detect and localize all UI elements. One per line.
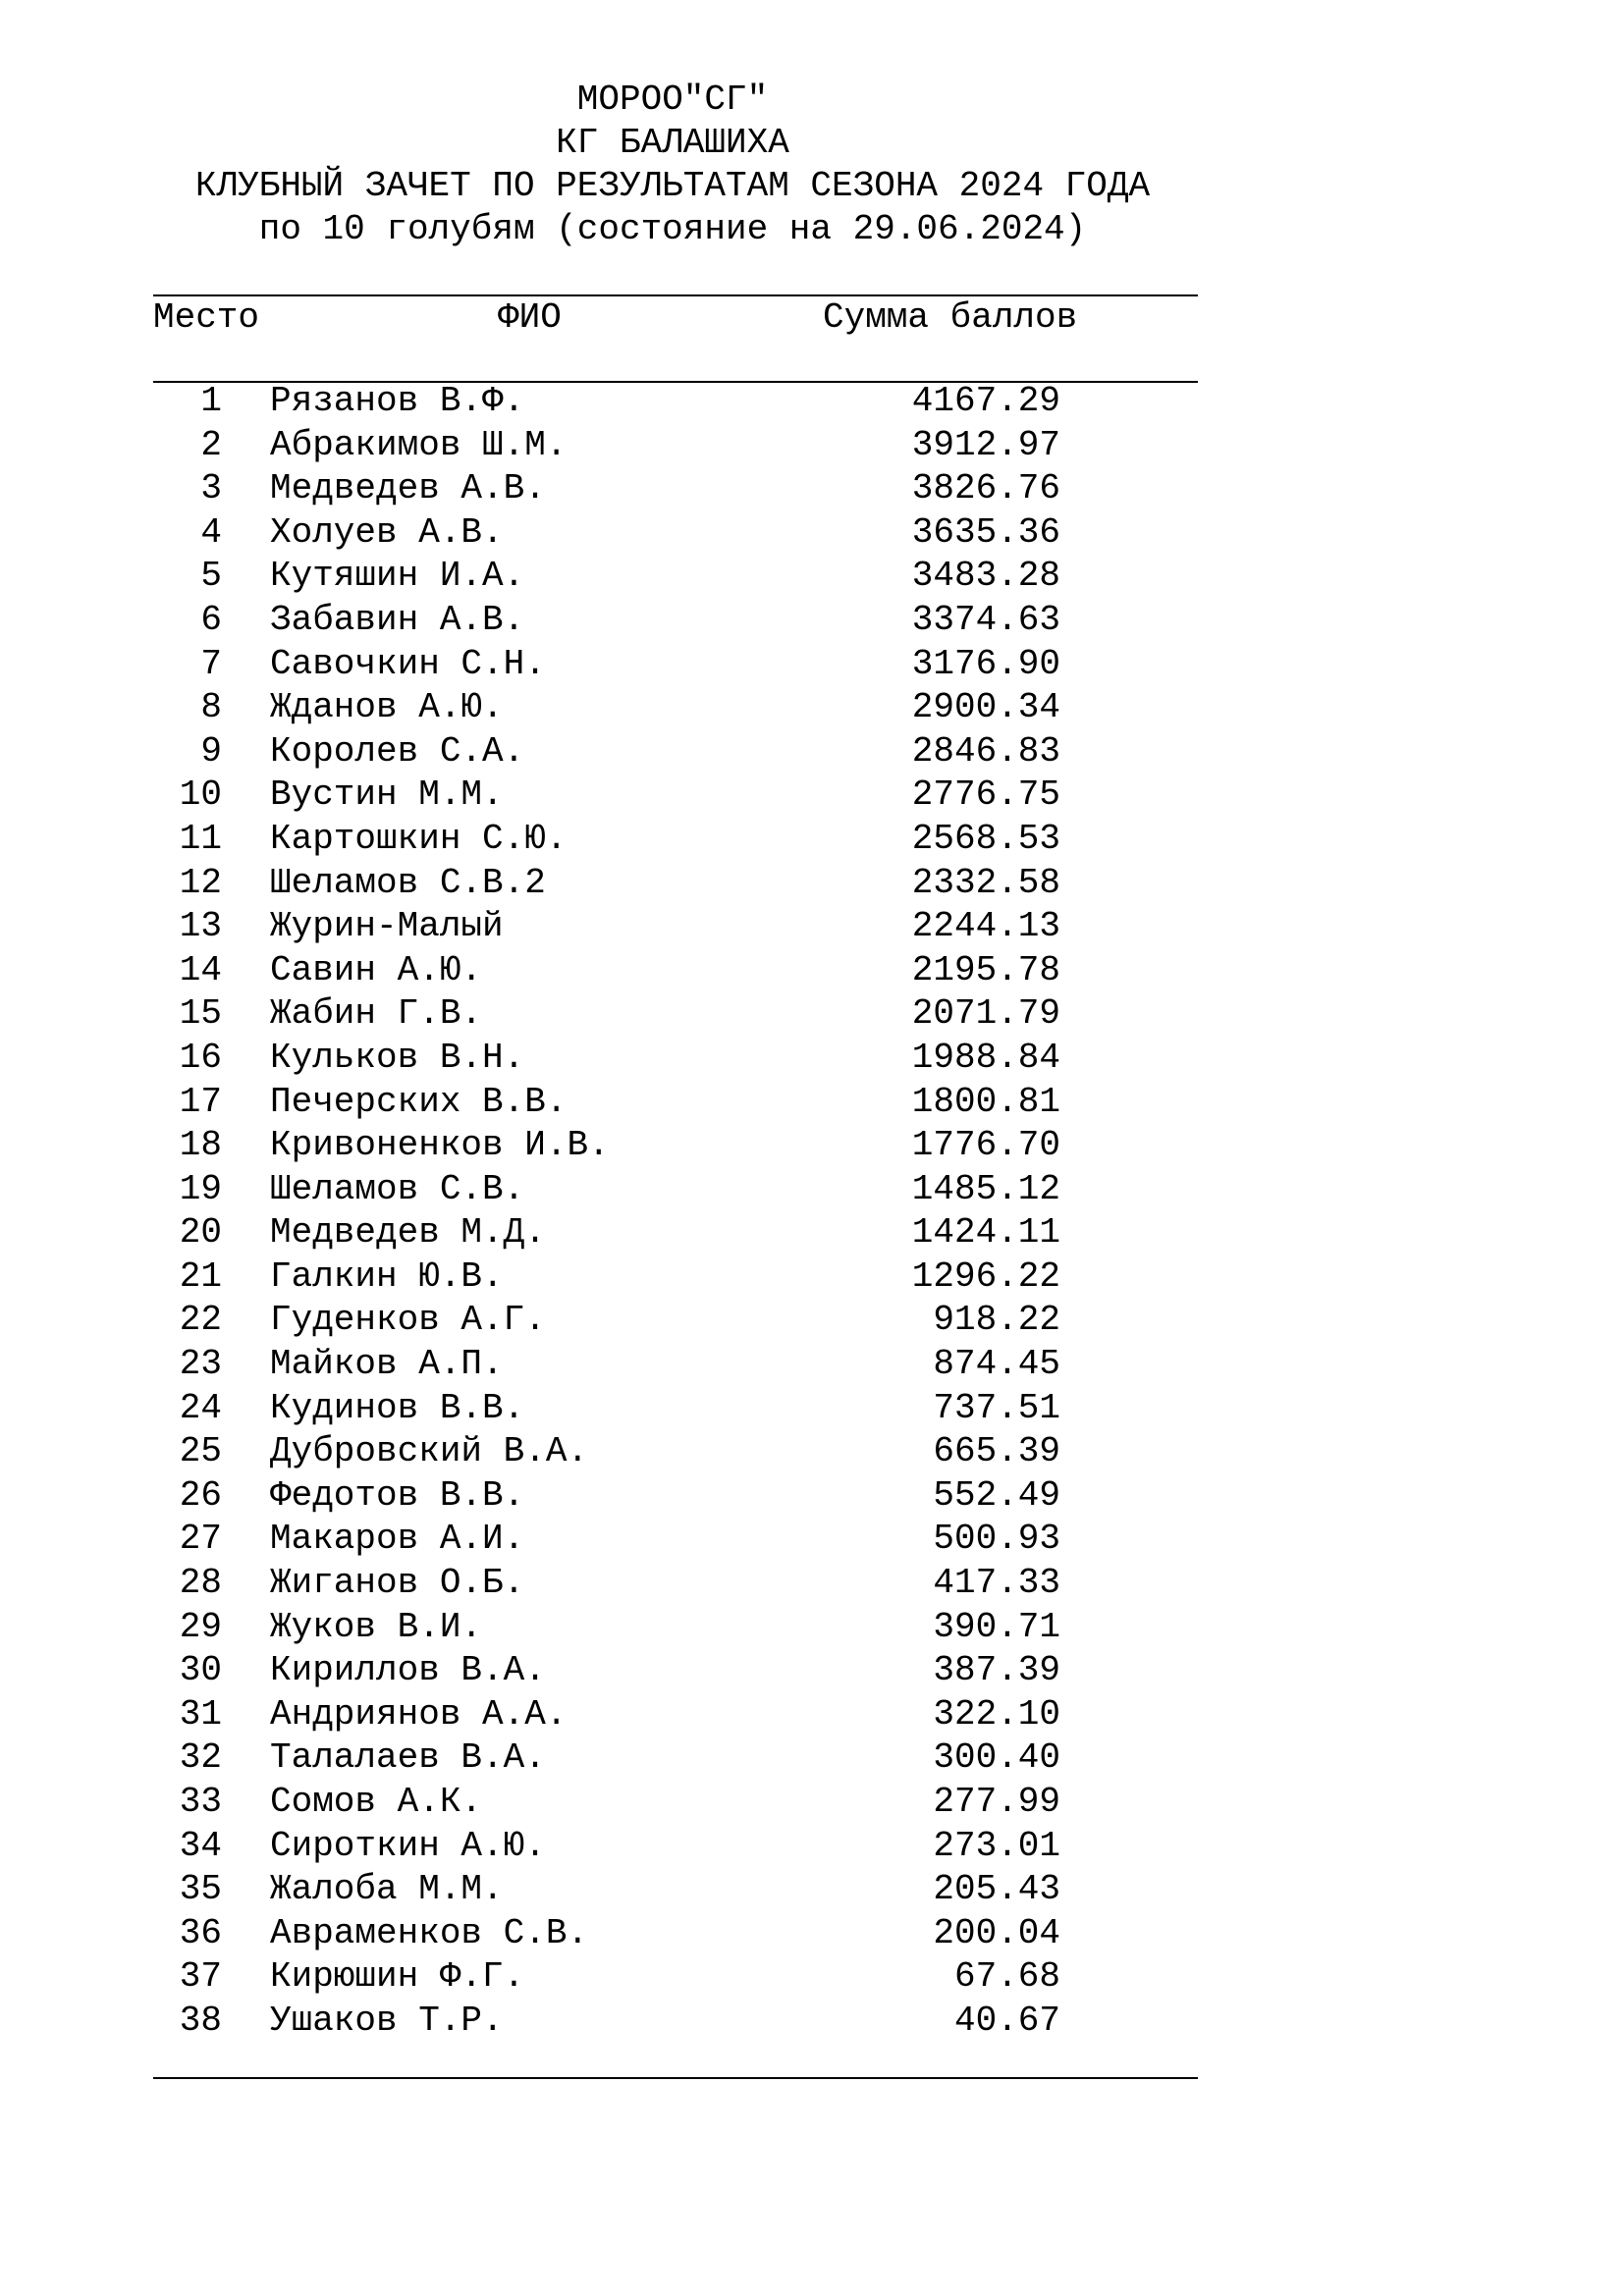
row-name: Кривоненков И.В. bbox=[270, 1125, 610, 1166]
table-row bbox=[0, 686, 1624, 730]
report-subtitle: по 10 голубям (состояние на 29.06.2024) bbox=[258, 209, 1087, 249]
row-place: 32 bbox=[179, 1737, 222, 1779]
row-score: 874.45 bbox=[933, 1344, 1060, 1385]
row-place: 24 bbox=[179, 1387, 222, 1428]
bottom-rule bbox=[153, 2077, 1198, 2079]
row-name: Кульков В.Н. bbox=[270, 1037, 525, 1078]
row-name: Кириллов В.А. bbox=[270, 1650, 546, 1691]
table-row bbox=[0, 1781, 1624, 1825]
row-name: Медведев А.В. bbox=[270, 468, 546, 509]
table-row bbox=[0, 1124, 1624, 1168]
row-name: Картошкин С.Ю. bbox=[270, 818, 568, 859]
row-place: 35 bbox=[179, 1869, 222, 1910]
row-name: Королев С.А. bbox=[270, 730, 525, 772]
row-score: 3374.63 bbox=[911, 599, 1060, 640]
report-title: КЛУБНЫЙ ЗАЧЕТ ПО РЕЗУЛЬТАТАМ СЕЗОНА 2024 ГОДА bbox=[194, 166, 1151, 206]
row-name: Печерских В.В. bbox=[270, 1081, 568, 1122]
row-name: Галкин Ю.В. bbox=[270, 1255, 504, 1297]
row-score: 417.33 bbox=[933, 1563, 1060, 1604]
table-row bbox=[0, 1474, 1624, 1519]
table-row bbox=[0, 2000, 1624, 2044]
row-place: 13 bbox=[179, 906, 222, 947]
row-score: 390.71 bbox=[933, 1606, 1060, 1647]
row-name: Жданов А.Ю. bbox=[270, 687, 504, 728]
table-row bbox=[0, 730, 1624, 774]
row-score: 273.01 bbox=[933, 1825, 1060, 1866]
table-row bbox=[0, 511, 1624, 556]
row-name: Вустин М.М. bbox=[270, 774, 504, 816]
row-score: 3826.76 bbox=[911, 468, 1060, 509]
row-name: Кутяшин И.А. bbox=[270, 556, 525, 597]
row-score: 918.22 bbox=[933, 1300, 1060, 1341]
table-row bbox=[0, 818, 1624, 862]
table-row bbox=[0, 1868, 1624, 1912]
table-row bbox=[0, 1081, 1624, 1125]
row-score: 3483.28 bbox=[911, 556, 1060, 597]
row-name: Жалоба М.М. bbox=[270, 1869, 504, 1910]
row-name: Рязанов В.Ф. bbox=[270, 381, 525, 421]
table-row bbox=[0, 555, 1624, 599]
row-score: 552.49 bbox=[933, 1474, 1060, 1516]
row-score: 2332.58 bbox=[911, 862, 1060, 903]
row-name: Шеламов С.В. bbox=[270, 1168, 525, 1209]
row-place: 11 bbox=[179, 818, 222, 859]
row-place: 38 bbox=[179, 2000, 222, 2041]
table-row bbox=[0, 1037, 1624, 1081]
row-name: Кудинов В.В. bbox=[270, 1387, 525, 1428]
row-score: 205.43 bbox=[933, 1869, 1060, 1910]
row-place: 16 bbox=[179, 1037, 222, 1078]
table-row bbox=[0, 1825, 1624, 1869]
column-header-score: Сумма баллов bbox=[823, 297, 1078, 338]
row-place: 3 bbox=[200, 468, 222, 509]
row-place: 6 bbox=[200, 599, 222, 640]
table-row bbox=[0, 1430, 1624, 1474]
row-name: Дубровский В.А. bbox=[270, 1431, 589, 1472]
row-name: Савочкин С.Н. bbox=[270, 643, 546, 684]
table-row bbox=[0, 1649, 1624, 1693]
row-score: 2195.78 bbox=[911, 949, 1060, 990]
row-place: 22 bbox=[179, 1300, 222, 1341]
row-name: Ушаков Т.Р. bbox=[270, 2000, 504, 2041]
row-name: Сомов А.К. bbox=[270, 1782, 483, 1822]
row-score: 200.04 bbox=[933, 1912, 1060, 1953]
row-name: Кирюшин Ф.Г. bbox=[270, 1956, 525, 1998]
table-row bbox=[0, 380, 1624, 424]
table-row bbox=[0, 992, 1624, 1037]
row-score: 665.39 bbox=[933, 1431, 1060, 1472]
row-score: 322.10 bbox=[933, 1693, 1060, 1735]
row-place: 15 bbox=[179, 993, 222, 1035]
table-row bbox=[0, 1693, 1624, 1737]
row-place: 21 bbox=[179, 1255, 222, 1297]
row-name: Майков А.П. bbox=[270, 1344, 504, 1385]
table-row bbox=[0, 1518, 1624, 1562]
table-row bbox=[0, 774, 1624, 818]
row-score: 2776.75 bbox=[911, 774, 1060, 816]
row-score: 4167.29 bbox=[911, 381, 1060, 421]
row-score: 387.39 bbox=[933, 1650, 1060, 1691]
table-row bbox=[0, 1955, 1624, 2000]
row-score: 1800.81 bbox=[911, 1081, 1060, 1122]
row-place: 30 bbox=[179, 1650, 222, 1691]
table-row bbox=[0, 1736, 1624, 1781]
row-score: 67.68 bbox=[953, 1956, 1060, 1998]
row-name: Шеламов С.В.2 bbox=[270, 862, 546, 903]
row-place: 26 bbox=[179, 1474, 222, 1516]
row-place: 20 bbox=[179, 1212, 222, 1254]
row-name: Жуков В.И. bbox=[270, 1606, 483, 1647]
row-score: 2244.13 bbox=[911, 906, 1060, 947]
row-name: Холуев А.В. bbox=[270, 511, 504, 553]
table-row bbox=[0, 1606, 1624, 1650]
table-row bbox=[0, 467, 1624, 511]
column-header-name: ФИО bbox=[498, 297, 562, 338]
row-place: 36 bbox=[179, 1912, 222, 1953]
row-place: 31 bbox=[179, 1693, 222, 1735]
row-place: 18 bbox=[179, 1125, 222, 1166]
row-name: Макаров А.И. bbox=[270, 1519, 525, 1560]
table-row bbox=[0, 1912, 1624, 1956]
column-header-place: Место bbox=[153, 297, 260, 338]
table-row bbox=[0, 1211, 1624, 1255]
row-place: 34 bbox=[179, 1825, 222, 1866]
row-score: 737.51 bbox=[933, 1387, 1060, 1428]
row-name: Забавин А.В. bbox=[270, 599, 525, 640]
row-name: Андриянов А.А. bbox=[270, 1693, 568, 1735]
club-title: КГ БАЛАШИХА bbox=[556, 123, 789, 163]
row-place: 2 bbox=[200, 424, 222, 465]
row-place: 33 bbox=[179, 1782, 222, 1822]
row-place: 23 bbox=[179, 1344, 222, 1385]
row-place: 17 bbox=[179, 1081, 222, 1122]
table-row bbox=[0, 949, 1624, 993]
org-title: МОРОО"СГ" bbox=[576, 80, 769, 120]
row-place: 19 bbox=[179, 1168, 222, 1209]
row-name: Абракимов Ш.М. bbox=[270, 424, 568, 465]
row-place: 10 bbox=[179, 774, 222, 816]
row-name: Авраменков С.В. bbox=[270, 1912, 589, 1953]
row-name: Жиганов О.Б. bbox=[270, 1563, 525, 1604]
row-place: 7 bbox=[200, 643, 222, 684]
row-score: 1485.12 bbox=[911, 1168, 1060, 1209]
table-row bbox=[0, 1343, 1624, 1387]
row-score: 3912.97 bbox=[911, 424, 1060, 465]
row-score: 1988.84 bbox=[911, 1037, 1060, 1078]
row-place: 8 bbox=[200, 687, 222, 728]
row-score: 500.93 bbox=[933, 1519, 1060, 1560]
table-row bbox=[0, 1387, 1624, 1431]
row-place: 12 bbox=[179, 862, 222, 903]
row-score: 2900.34 bbox=[911, 687, 1060, 728]
row-place: 25 bbox=[179, 1431, 222, 1472]
row-score: 300.40 bbox=[933, 1737, 1060, 1779]
table-row bbox=[0, 1299, 1624, 1343]
table-row bbox=[0, 1255, 1624, 1300]
row-place: 14 bbox=[179, 949, 222, 990]
row-place: 9 bbox=[200, 730, 222, 772]
row-name: Гуденков А.Г. bbox=[270, 1300, 546, 1341]
row-score: 3635.36 bbox=[911, 511, 1060, 553]
row-score: 1776.70 bbox=[911, 1125, 1060, 1166]
row-score: 1296.22 bbox=[911, 1255, 1060, 1297]
row-name: Журин-Малый bbox=[270, 906, 504, 947]
row-name: Жабин Г.В. bbox=[270, 993, 483, 1035]
row-place: 1 bbox=[200, 381, 222, 421]
row-place: 5 bbox=[200, 556, 222, 597]
table-row bbox=[0, 643, 1624, 687]
row-score: 1424.11 bbox=[911, 1212, 1060, 1254]
table-row bbox=[0, 599, 1624, 643]
row-name: Сироткин А.Ю. bbox=[270, 1825, 546, 1866]
table-row bbox=[0, 905, 1624, 949]
row-score: 2846.83 bbox=[911, 730, 1060, 772]
row-name: Талалаев В.А. bbox=[270, 1737, 546, 1779]
row-score: 3176.90 bbox=[911, 643, 1060, 684]
row-score: 2071.79 bbox=[911, 993, 1060, 1035]
row-score: 2568.53 bbox=[911, 818, 1060, 859]
row-score: 40.67 bbox=[953, 2000, 1060, 2041]
row-name: Федотов В.В. bbox=[270, 1474, 525, 1516]
row-place: 4 bbox=[200, 511, 222, 553]
row-score: 277.99 bbox=[933, 1782, 1060, 1822]
row-place: 28 bbox=[179, 1563, 222, 1604]
row-name: Медведев М.Д. bbox=[270, 1212, 546, 1254]
table-row bbox=[0, 1168, 1624, 1212]
row-place: 27 bbox=[179, 1519, 222, 1560]
table-row bbox=[0, 424, 1624, 468]
row-name: Савин А.Ю. bbox=[270, 949, 483, 990]
results-table bbox=[0, 380, 1624, 2044]
row-place: 29 bbox=[179, 1606, 222, 1647]
table-row bbox=[0, 862, 1624, 906]
table-row bbox=[0, 1562, 1624, 1606]
row-place: 37 bbox=[179, 1956, 222, 1998]
